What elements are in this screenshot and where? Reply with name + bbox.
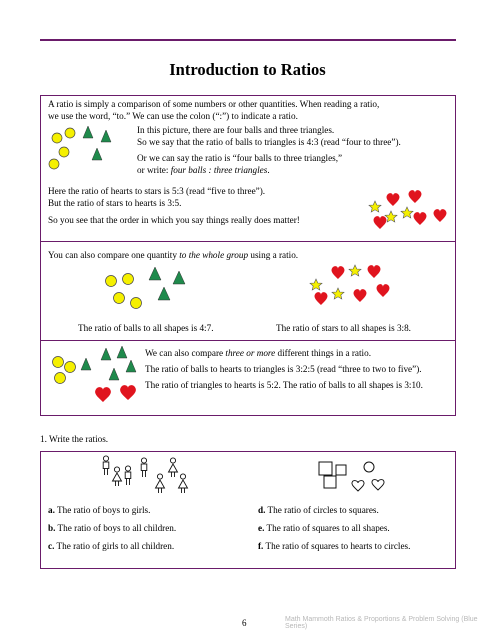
ball-icon: [53, 357, 64, 368]
star-icon: [332, 288, 344, 299]
ball-icon: [52, 133, 62, 143]
square-icon: [336, 465, 346, 475]
ball-icon: [131, 298, 142, 309]
stars-all-shapes-caption: The ratio of stars to all shapes is 3:8.: [276, 323, 411, 333]
balls-triangles-group-picture: [100, 265, 190, 315]
star-icon: [369, 201, 381, 212]
heart-icon: [120, 385, 136, 400]
ball-icon: [65, 362, 76, 373]
boy-icon: [103, 456, 109, 475]
exercise-item-e: e. The ratio of squares to all shapes.: [258, 523, 390, 533]
balls-triangles-picture: [48, 124, 118, 172]
square-icon: [319, 462, 332, 475]
page-number: 6: [242, 618, 247, 628]
exercise-item-a: a. The ratio of boys to girls.: [48, 505, 151, 515]
hearts-stars-picture: [368, 188, 450, 234]
heart-icon: [372, 480, 384, 490]
exercise-item-c: c. The ratio of girls to all children.: [48, 541, 175, 551]
top-rule: [40, 39, 456, 41]
hearts-stars-group-picture: [308, 262, 400, 310]
page-title: Introduction to Ratios: [169, 60, 326, 79]
triangle-icon: [81, 358, 91, 370]
balls-triangles-hearts-picture: [46, 344, 138, 404]
ball-icon: [59, 147, 69, 157]
whole-group-line: You can also compare one quantity to the whole group using a ratio.: [48, 250, 299, 260]
three-or-more-line-2: The ratio of balls to hearts to triangles is 3:2:5 (read “three to two to five”).: [145, 364, 422, 374]
girl-icon: [179, 474, 188, 493]
boy-icon: [125, 466, 131, 485]
intro-line-1: A ratio is simply a comparison of some numbers or other quantities. When reading a ratio,: [48, 99, 380, 109]
star-icon: [349, 265, 361, 276]
squares-circles-hearts-picture: [318, 461, 390, 497]
heart-icon: [409, 190, 422, 203]
square-icon: [324, 476, 336, 488]
girl-icon: [156, 474, 165, 493]
hearts-stars-line-3: So you see that the order in which you say things really does matter!: [48, 215, 300, 225]
heart-icon: [352, 481, 364, 491]
intro-pic-line-1: In this picture, there are four balls and three triangles.: [137, 125, 335, 135]
heart-icon: [374, 216, 387, 229]
star-icon: [310, 279, 322, 290]
triangle-icon: [117, 346, 127, 358]
star-icon: [401, 207, 413, 218]
exercise-item-b: b. The ratio of boys to all children.: [48, 523, 177, 533]
ball-icon: [65, 128, 75, 138]
ball-icon: [55, 373, 66, 384]
heart-icon: [354, 289, 367, 302]
heart-icon: [315, 292, 328, 305]
ball-icon: [49, 159, 59, 169]
ball-icon: [106, 276, 117, 287]
triangle-icon: [83, 126, 93, 138]
heart-icon: [95, 387, 111, 402]
boy-icon: [141, 458, 147, 477]
triangle-icon: [126, 360, 136, 372]
exercise-item-f: f. The ratio of squares to hearts to circles.: [258, 541, 411, 551]
circle-icon: [364, 462, 374, 472]
three-or-more-line-3: The ratio of triangles to hearts is 5:2. The ratio of balls to all shapes is 3:10.: [145, 380, 423, 390]
triangle-icon: [92, 148, 102, 160]
heart-icon: [332, 266, 345, 279]
intro-pic-line-4: or write: four balls : three triangles.: [137, 165, 270, 175]
ball-icon: [114, 293, 125, 304]
ball-icon: [123, 274, 134, 285]
triangle-icon: [173, 271, 185, 284]
footer-text: Math Mammoth Ratios & Proportions & Problem Solving (Blue Series): [285, 616, 478, 630]
triangle-icon: [101, 348, 111, 360]
three-or-more-line-1: We can also compare three or more different things in a ratio.: [145, 348, 371, 358]
heart-icon: [434, 209, 447, 222]
intro-line-2: we use the word, “to.” We can use the colon (“:”) to indicate a ratio.: [48, 111, 298, 121]
star-icon: [385, 211, 397, 222]
balls-all-shapes-caption: The ratio of balls to all shapes is 4:7.: [78, 323, 214, 333]
heart-icon: [377, 284, 390, 297]
boys-girls-picture: [100, 455, 192, 499]
heart-icon: [368, 265, 381, 278]
intro-pic-line-2: So we say that the ratio of balls to triangles is 4:3 (read “four to three”).: [137, 137, 401, 147]
heart-icon: [414, 212, 427, 225]
girl-icon: [113, 467, 122, 486]
triangle-icon: [109, 368, 119, 380]
exercise-item-d: d. The ratio of circles to squares.: [258, 505, 379, 515]
triangle-icon: [101, 130, 111, 142]
exercise-heading: 1. Write the ratios.: [40, 434, 109, 444]
girl-icon: [169, 458, 178, 477]
hearts-stars-line-1: Here the ratio of hearts to stars is 5:3 (read “five to three”).: [48, 186, 266, 196]
heart-icon: [387, 193, 400, 206]
triangle-icon: [149, 267, 161, 280]
triangle-icon: [158, 287, 170, 300]
hearts-stars-line-2: But the ratio of stars to hearts is 3:5.: [48, 198, 182, 208]
intro-pic-line-3: Or we can say the ratio is “four balls to three triangles,”: [137, 153, 343, 163]
